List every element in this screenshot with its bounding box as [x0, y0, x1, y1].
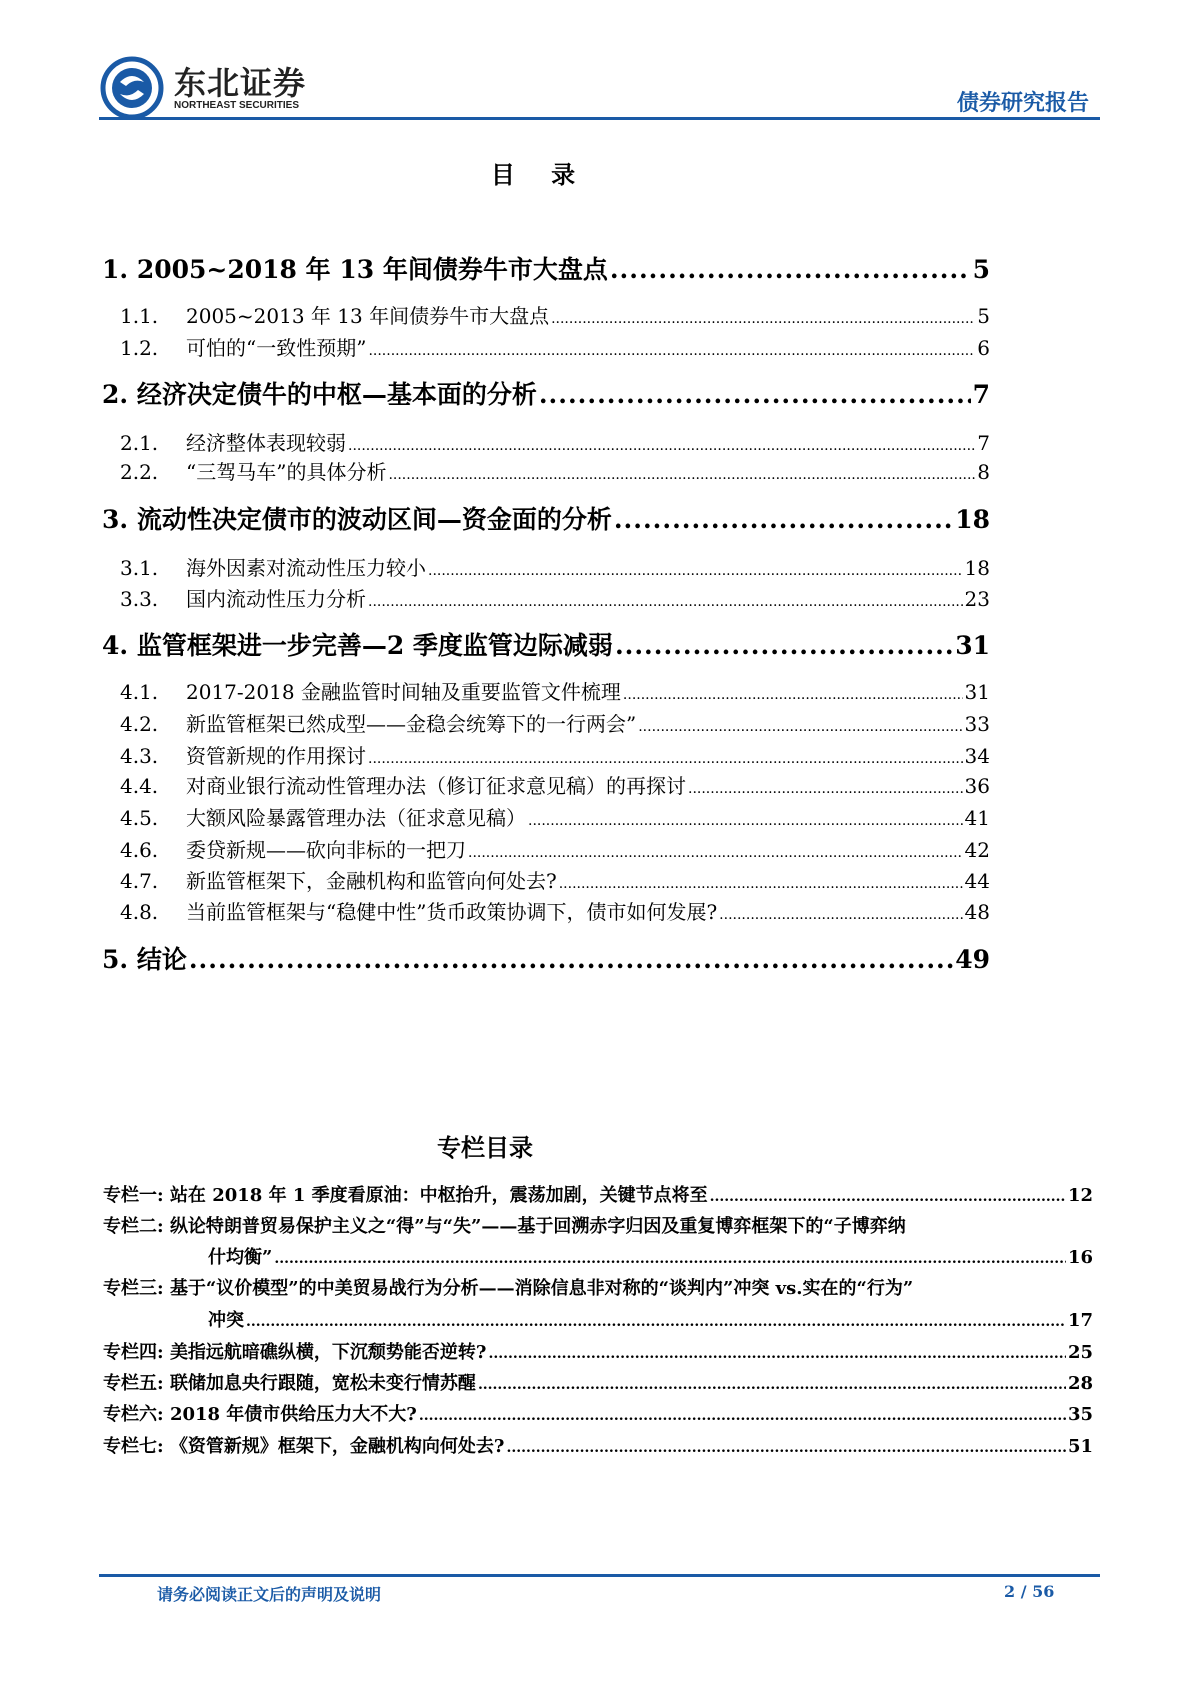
logo-icon: [100, 56, 164, 120]
toc-entry-page: 36: [964, 774, 990, 798]
dot-leader: [428, 563, 963, 579]
toc-entry-title: 海外因素对流动性压力较小: [186, 556, 426, 580]
toc-entry-number: 2.2.: [120, 460, 159, 484]
toc-entry-title: 经济决定债牛的中枢—基本面的分析: [136, 380, 537, 409]
column-entry[interactable]: [103, 1181, 1093, 1207]
column-entry[interactable]: [103, 1212, 1093, 1238]
column-page: 16: [1067, 1247, 1093, 1268]
toc-entry[interactable]: [102, 375, 990, 411]
toc-entry-page: 31: [964, 680, 990, 704]
toc-entry-number: 4.3.: [120, 744, 159, 768]
toc-entry[interactable]: [120, 708, 990, 737]
column-page: 51: [1067, 1436, 1093, 1457]
column-page: 35: [1067, 1404, 1093, 1425]
column-label: 专栏三:: [103, 1278, 164, 1299]
column-entry[interactable]: [103, 1369, 1093, 1395]
toc-entry[interactable]: [120, 676, 990, 705]
toc-entry-title: 新监管框架已然成型——金稳会统筹下的一行两会”: [186, 712, 637, 736]
column-entry-continuation[interactable]: [208, 1243, 1093, 1269]
toc-entry-title: 新监管框架下，金融机构和监管向何处去?: [186, 869, 557, 893]
dot-leader: [478, 1377, 1066, 1393]
toc-entry[interactable]: [102, 500, 990, 536]
column-title: 站在 2018 年 1 季度看原油：中枢抬升，震荡加剧，关键节点将至: [169, 1185, 708, 1206]
column-page: 17: [1067, 1310, 1093, 1331]
toc-entry-number: 4.: [102, 631, 129, 660]
toc-entry[interactable]: [120, 770, 990, 799]
dot-leader: [368, 343, 975, 359]
toc-entry-number: 4.1.: [120, 680, 159, 704]
toc-entry-page: 6: [977, 336, 990, 360]
toc-entry[interactable]: [120, 456, 990, 485]
toc-entry-title: 大额风险暴露管理办法（征求意见稿）: [186, 806, 526, 830]
column-label: 专栏五:: [103, 1373, 164, 1394]
column-title: 基于“议价模型”的中美贸易战行为分析——消除信息非对称的“谈判内”冲突 vs.实在的“行为”: [169, 1278, 914, 1299]
column-title-continued: 什均衡”: [208, 1247, 273, 1268]
toc-entry-title: 对商业银行流动性管理办法（修订征求意见稿）的再探讨: [186, 774, 686, 798]
column-label: 专栏二:: [103, 1216, 164, 1237]
toc-entry-page: 48: [964, 900, 990, 924]
toc-entry-page: 44: [964, 869, 990, 893]
toc-entry-page: 23: [964, 587, 990, 611]
dot-leader: [506, 1440, 1065, 1456]
toc-entry-number: 4.2.: [120, 712, 159, 736]
toc-entry-title: 2005~2018 年 13 年间债券牛市大盘点: [136, 255, 608, 284]
toc-entry-page: 7: [977, 431, 990, 455]
column-title: 《资管新规》框架下，金融机构向何处去?: [169, 1436, 505, 1457]
toc-entry-number: 4.8.: [120, 900, 159, 924]
toc-entry-page: 5: [977, 304, 990, 328]
toc-entry-page: 49: [955, 945, 990, 974]
toc-entry-page: 7: [972, 380, 990, 409]
toc-entry-number: 1.1.: [120, 304, 159, 328]
toc-entry-page: 18: [955, 505, 990, 534]
columns-toc-title: 专栏目录: [437, 1133, 533, 1162]
toc-entry-number: 2.1.: [120, 431, 159, 455]
toc-entry-title: 流动性决定债市的波动区间—资金面的分析: [136, 505, 612, 534]
dot-leader: [539, 380, 971, 409]
column-entry[interactable]: [103, 1432, 1093, 1458]
dot-leader: [246, 1314, 1066, 1330]
toc-entry-number: 3.1.: [120, 556, 159, 580]
toc-entry-number: 4.5.: [120, 806, 159, 830]
toc-entry-title: 2005~2013 年 13 年间债券牛市大盘点: [186, 304, 550, 328]
dot-leader: [610, 255, 971, 284]
column-label: 专栏一:: [103, 1185, 164, 1206]
toc-entry-title: 资管新规的作用探讨: [186, 744, 366, 768]
column-page: 25: [1067, 1342, 1093, 1363]
toc-entry[interactable]: [120, 896, 990, 925]
toc-entry[interactable]: [120, 834, 990, 863]
dot-leader: [559, 876, 963, 892]
column-title: 美指远航暗礁纵横，下沉颓势能否逆转?: [169, 1342, 487, 1363]
toc-entry-number: 4.6.: [120, 838, 159, 862]
toc-entry-title: 国内流动性压力分析: [186, 587, 366, 611]
toc-entry-title: 可怕的“一致性预期”: [186, 336, 367, 360]
toc-entry[interactable]: [120, 865, 990, 894]
dot-leader: [551, 311, 975, 327]
dot-leader: [688, 781, 963, 797]
column-page: 12: [1067, 1185, 1093, 1206]
column-label: 专栏七:: [103, 1436, 164, 1457]
toc-entry[interactable]: [120, 552, 990, 581]
toc-entry-number: 4.7.: [120, 869, 159, 893]
footer-disclaimer: 请务必阅读正文后的声明及说明: [157, 1585, 382, 1604]
report-type: 债券研究报告: [956, 90, 1089, 116]
toc-entry-page: 34: [964, 744, 990, 768]
dot-leader: [623, 687, 963, 703]
column-page: 28: [1067, 1373, 1093, 1394]
dot-leader: [615, 631, 953, 660]
toc-entry[interactable]: [120, 300, 990, 329]
toc-title: 目 录: [490, 160, 590, 189]
toc-entry[interactable]: [102, 940, 990, 976]
dot-leader: [419, 1408, 1066, 1424]
toc-entry-title: 委贷新规——砍向非标的一把刀: [186, 838, 466, 862]
logo-chinese-name: 东北证券: [174, 63, 307, 102]
toc-entry-number: 4.4.: [120, 774, 159, 798]
toc-entry[interactable]: [102, 250, 990, 286]
toc-entry-number: 2.: [102, 380, 129, 409]
toc-entry-title: 结论: [136, 945, 187, 974]
dot-leader: [189, 945, 953, 974]
toc-entry-page: 41: [964, 806, 990, 830]
column-label: 专栏六:: [103, 1404, 164, 1425]
toc-entry-title: 2017-2018 金融监管时间轴及重要监管文件梳理: [186, 680, 621, 704]
dot-leader: [638, 719, 962, 735]
dot-leader: [614, 505, 953, 534]
toc-entry[interactable]: [102, 626, 990, 662]
column-entry-continuation[interactable]: [208, 1306, 1093, 1332]
logo-english-name: NORTHEAST SECURITIES: [174, 99, 300, 111]
toc-entry-page: 18: [964, 556, 990, 580]
toc-entry-page: 8: [977, 460, 990, 484]
dot-leader: [388, 467, 975, 483]
dot-leader: [488, 1346, 1065, 1362]
column-title: 2018 年债市供给压力大不大?: [169, 1404, 417, 1425]
page-number: 2 / 56: [1004, 1582, 1055, 1601]
dot-leader: [528, 813, 963, 829]
dot-leader: [468, 845, 963, 861]
toc-entry-page: 31: [955, 631, 990, 660]
column-entry[interactable]: [103, 1274, 1093, 1300]
toc-entry[interactable]: [120, 740, 990, 769]
column-label: 专栏四:: [103, 1342, 164, 1363]
toc-entry-number: 3.3.: [120, 587, 159, 611]
toc-entry-page: 42: [964, 838, 990, 862]
dot-leader: [348, 438, 975, 454]
dot-leader: [368, 594, 963, 610]
dot-leader: [274, 1251, 1066, 1267]
toc-entry[interactable]: [120, 802, 990, 831]
toc-entry-title: 当前监管框架与“稳健中性”货币政策协调下，债市如何发展?: [186, 900, 718, 924]
column-title-continued: 冲突: [208, 1310, 244, 1331]
column-title: 联储加息央行跟随，宽松未变行情苏醒: [169, 1373, 476, 1394]
column-entry[interactable]: [103, 1400, 1093, 1426]
toc-entry[interactable]: [120, 332, 990, 361]
toc-entry-number: 1.2.: [120, 336, 159, 360]
column-title: 纵论特朗普贸易保护主义之“得”与“失”——基于回溯赤字归因及重复博弈框架下的“子博弈纳: [169, 1216, 906, 1237]
header-divider: [99, 117, 1100, 120]
toc-entry-number: 3.: [102, 505, 129, 534]
footer-divider: [99, 1574, 1100, 1577]
toc-entry[interactable]: [120, 583, 990, 612]
company-logo: [100, 56, 306, 120]
toc-entry-page: 33: [964, 712, 990, 736]
toc-entry-title: “三驾马车”的具体分析: [186, 460, 387, 484]
toc-entry-title: 经济整体表现较弱: [186, 431, 346, 455]
toc-entry[interactable]: [120, 427, 990, 456]
dot-leader: [719, 907, 962, 923]
toc-entry-number: 1.: [102, 255, 129, 284]
toc-entry-title: 监管框架进一步完善—2 季度监管边际减弱: [136, 631, 613, 660]
toc-entry-number: 5.: [102, 945, 129, 974]
toc-entry-page: 5: [972, 255, 990, 284]
dot-leader: [368, 751, 963, 767]
dot-leader: [710, 1189, 1066, 1205]
column-entry[interactable]: [103, 1338, 1093, 1364]
